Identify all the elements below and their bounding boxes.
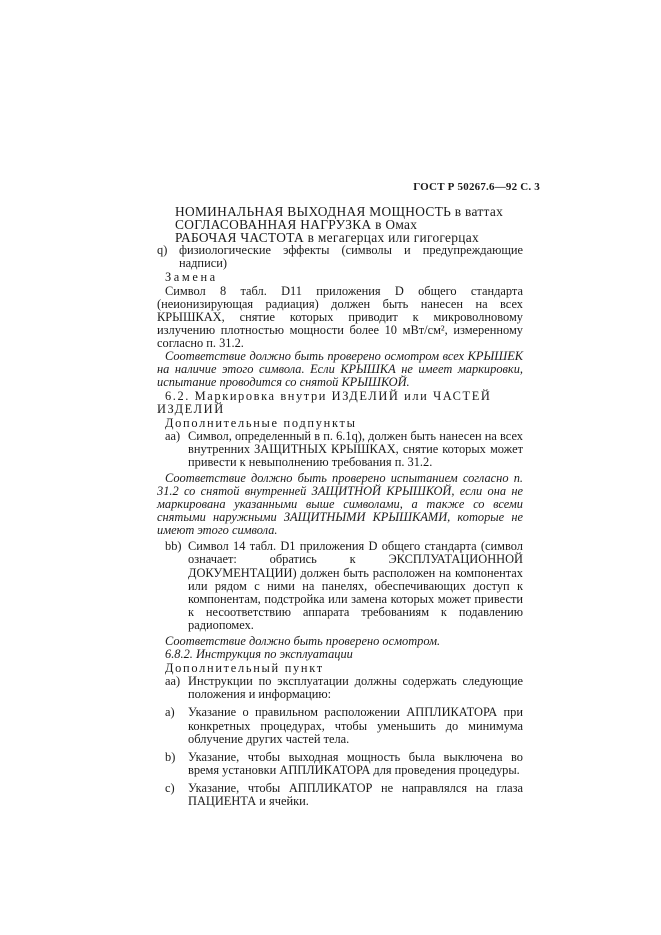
page-content	[157, 205, 523, 808]
item-c-text: Указание, чтобы АППЛИКАТОР не направлялся на глаза ПАЦИЕНТА и ячейки.	[188, 780, 523, 809]
item-c-marker: c)	[165, 780, 175, 795]
item-aa-instructions-marker: аа)	[165, 674, 181, 689]
list-item: СОГЛАСОВАННАЯ НАГРУЗКА в Омах	[175, 217, 418, 233]
item-bb-marker: bb)	[165, 539, 182, 554]
item-b	[157, 751, 523, 777]
section-6-8-2: 6.8.2. Инструкция по эксплуатации	[165, 647, 353, 662]
list-item: НОМИНАЛЬНАЯ ВЫХОДНАЯ МОЩНОСТЬ в ваттах	[175, 204, 504, 219]
item-aa-cover-text: Символ, определенный в п. 6.1q), должен быть нанесен на всех внутренних ЗАЩИТНЫХ КРЫШКАХ, снятие которых может привести к невыполнению требования п. 31.2.	[188, 428, 523, 469]
zamena-text: Символ 8 табл. D11 приложения D общего стандарта (неионизирующая радиация) должен быть нанесен на всех КРЫШКАХ, снятие которых приводит к микроволновому излучению плотностью мощности более 10 мВт/см², измеренному согласно п. 31.2.	[157, 283, 523, 350]
zamena-check: Соответствие должно быть проверено осмотром всех КРЫШЕК на наличие этого символа. Если КРЫШКА не имеет маркировки, испытание проводится со снятой КРЫШКОЙ.	[157, 349, 523, 390]
item-q-marker: q)	[157, 243, 168, 258]
zamena-heading: Замена	[165, 270, 218, 285]
dop-podpunkty-heading: Дополнительные подпункты	[165, 415, 357, 430]
item-aa-instructions	[157, 675, 523, 701]
page-header: ГОСТ Р 50267.6—92 С. 3	[413, 181, 540, 193]
section-6-2: 6.2. Маркировка внутри ИЗДЕЛИЙ или ЧАСТЕЙ ИЗДЕЛИЙ	[157, 389, 492, 417]
item-a-text: Указание о правильном расположении АППЛИКАТОРА при конкретных процедурах, чтобы уменьшить до минимума облучение других частей тела.	[188, 705, 523, 746]
item-a	[157, 706, 523, 745]
check-bb: Соответствие должно быть проверено осмотром.	[165, 634, 441, 648]
list-item: РАБОЧАЯ ЧАСТОТА в мегагерцах или гигогерцах	[175, 230, 479, 246]
item-bb	[157, 540, 523, 632]
item-aa-cover	[157, 430, 523, 469]
item-b-text: Указание, чтобы выходная мощность была выключена во время установки АППЛИКАТОРА для проведения процедуры.	[188, 749, 523, 777]
item-a-marker: a)	[165, 705, 175, 720]
item-c	[157, 782, 523, 808]
item-q-text: физиологические эффекты (символы и предупреждающие надписи)	[179, 243, 523, 271]
item-b-marker: b)	[165, 749, 176, 764]
item-aa-instructions-text: Инструкции по эксплуатации должны содержать следующие положения и информацию:	[188, 674, 523, 702]
dop-punkt-heading: Дополнительный пункт	[165, 661, 324, 676]
item-aa-cover-marker: аа)	[165, 428, 181, 443]
item-q	[157, 244, 523, 270]
check-aa-cover: Соответствие должно быть проверено испытанием согласно п. 31.2 со снятой внутренней ЗАЩИТНОЙ КРЫШКОЙ, если она не маркирована указанными выше символами, а также со всеми снятыми наружными ЗАЩИТНЫМИ КРЫШКАМИ, которые не имеют этого символа.	[157, 470, 523, 538]
item-bb-text: Символ 14 табл. D1 приложения D общего стандарта (символ означает: обратись к ЭКСПЛУАТАЦИОННОЙ ДОКУМЕНТАЦИИ) должен быть расположен на компонентах или рядом с ними на панелях, обеспечивающих доступ к компонентам, подстройка или замена которых может привести к несоответствию аппарата требованиям к подавлению радиопомех.	[188, 539, 523, 632]
